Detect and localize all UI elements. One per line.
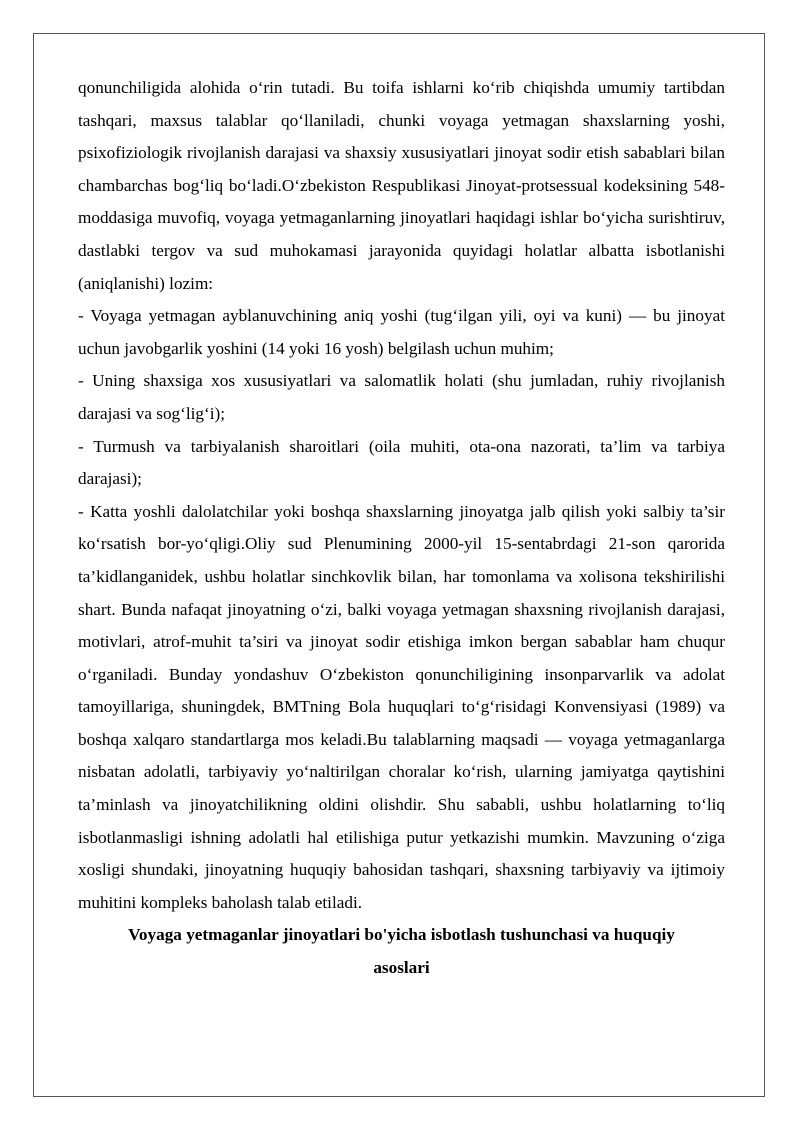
paragraph-intro: qonunchiligida alohida o‘rin tutadi. Bu toifa ishlarni ko‘rib chiqishda umumiy tartibdan tashqari, maxsus talablar qo‘llaniladi, chunki voyaga yetmagan shaxslarning yoshi, psixofiziologik rivojlanish darajasi va shaxsiy xususiyatlari jinoyat sodir etish sabablari bilan chambarchas bog‘liq bo‘ladi.O‘zbekiston Respublikasi Jinoyat-protsessual kodeksining 548-moddasiga muvofiq, voyaga yetmaganlarning jinoyatlari haqidagi ishlar bo‘yicha surishtiruv, dastlabki tergov va sud muhokamasi jarayonida quyidagi holatlar albatta isbotlanishi (aniqlanishi) lozim: (78, 78, 725, 293)
section-heading: Voyaga yetmaganlar jinoyatlari bo'yicha isbotlash tushunchasi va huquqiy asoslari (128, 925, 675, 978)
list-item-living-conditions: - Turmush va tarbiyalanish sharoitlari (oila muhiti, ota-ona nazorati, ta’lim va tarbiya darajasi); (78, 436, 725, 489)
document-body (78, 72, 725, 985)
list-item-age: - Voyaga yetmagan ayblanuvchining aniq yoshi (tug‘ilgan yili, oyi va kuni) — bu jinoyat uchun javobgarlik yoshini (14 yoki 16 yosh) belgilash uchun muhim; (78, 306, 725, 358)
list-item-adult-involvement: - Katta yoshli dalolatchilar yoki boshqa shaxslarning jinoyatga jalb qilish yoki salbiy ta’sir ko‘rsatish bor-yo‘qligi.Oliy sud Plenumining 2000-yil 15-sentabrdagi 21-son qarorida ta’kidlanganidek, ushbu holatlar sinchkovlik bilan, har tomonlama va xolisona tekshirilishi shart. Bunda nafaqat jinoyatning o‘zi, balki voyaga yetmagan shaxsning rivojlanish darajasi, motivlari, atrof-muhit ta’siri va jinoyat sodir etishiga imkon bergan sabablar ham chuqur o‘rganiladi. Bunday yondashuv O‘zbekiston qonunchiligining insonparvarlik va adolat tamoyillariga, shuningdek, BMTning Bola huquqlari to‘g‘risidagi Konvensiyasi (1989) va boshqa xalqaro standartlarga mos keladi.Bu talablarning maqsadi — voyaga yetmaganlarga nisbatan adolatli, tarbiyaviy yo‘naltirilgan choralar ko‘rish, ularning jamiyatga qaytishini ta’minlash va jinoyatchilikning oldini olishdir. Shu sababli, ushbu holatlarning to‘liq isbotlanmasligi ishning adolatli hal etilishiga putur yetkazishi mumkin. Mavzuning o‘ziga xosligi shundaki, jinoyatning huquqiy bahosidan tashqari, shaxsning tarbiyaviy va ijtimoiy muhitini kompleks baholash talab etiladi. (78, 501, 725, 912)
list-item-personality: - Uning shaxsiga xos xususiyatlari va salomatlik holati (shu jumladan, ruhiy rivojlanish darajasi va sog‘lig‘i); (78, 371, 725, 423)
